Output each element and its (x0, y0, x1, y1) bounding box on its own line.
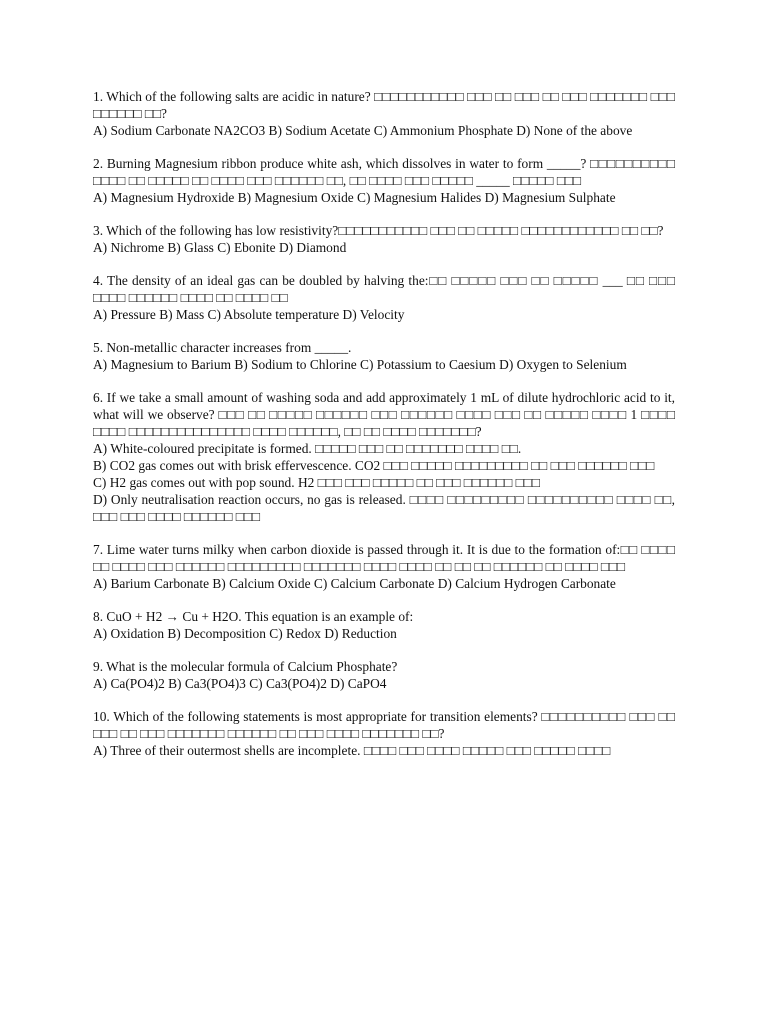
question-5 (93, 339, 675, 373)
question-9 (93, 658, 675, 692)
question-text: 4. The density of an ideal gas can be doubled by halving the:□□ □□□□□ □□□ □□ □□□□□ ___ □□ □□□ □□□□ □□□□□□ □□□□ □□ □□□□ □□ (93, 273, 675, 305)
question-text: 8. CuO + H2 → Cu + H2O. This equation is an example of: (93, 609, 414, 624)
answer-option-d: D) Only neutralisation reaction occurs, no gas is released. □□□□ □□□□□□□□□ □□□□□□□□□□ □□□□ □□, □□□ □□□ □□□□ □□□□□□ □□□ (93, 492, 675, 524)
question-2 (93, 155, 675, 206)
question-8 (93, 608, 675, 642)
answer-options: A) Ca(PO4)2 B) Ca3(PO4)3 C) Ca3(PO4)2 D) CaPO4 (93, 676, 387, 691)
question-7 (93, 541, 675, 592)
question-text: 1. Which of the following salts are acidic in nature? □□□□□□□□□□□ □□□ □□ □□□ □□ □□□ □□□□□□□ □□□ □□□□□□ □□? (93, 89, 675, 121)
answer-options: A) Magnesium to Barium B) Sodium to Chlorine C) Potassium to Caesium D) Oxygen to Selenium (93, 357, 627, 372)
question-1 (93, 88, 675, 139)
answer-options: A) Oxidation B) Decomposition C) Redox D) Reduction (93, 626, 397, 641)
question-text: 5. Non-metallic character increases from _____. (93, 340, 352, 355)
answer-options: A) Magnesium Hydroxide B) Magnesium Oxide C) Magnesium Halides D) Magnesium Sulphate (93, 190, 616, 205)
question-text: 2. Burning Magnesium ribbon produce white ash, which dissolves in water to form _____? □□□□□□□□□□ □□□□ □□ □□□□□ □□ □□□□ □□□ □□□□□□ □□, □□ □□□□ □□□ □□□□□ _____ □□□□□ □□□ (93, 156, 675, 188)
answer-options: A) Nichrome B) Glass C) Ebonite D) Diamond (93, 240, 347, 255)
question-text: 9. What is the molecular formula of Calcium Phosphate? (93, 659, 398, 674)
answer-option-a: A) White-coloured precipitate is formed. □□□□□ □□□ □□ □□□□□□□ □□□□ □□. (93, 441, 522, 456)
question-3 (93, 222, 675, 256)
answer-options: A) Sodium Carbonate NA2CO3 B) Sodium Acetate C) Ammonium Phosphate D) None of the above (93, 123, 633, 138)
question-10 (93, 708, 675, 759)
question-4 (93, 272, 675, 323)
question-text: 7. Lime water turns milky when carbon dioxide is passed through it. It is due to the formation of:□□ □□□□ □□ □□□□ □□□ □□□□□□ □□□□□□□□□ □□□□□□□ □□□□ □□□□ □□ □□ □□ □□□□□□ □□ □□□□ □□□ (93, 542, 675, 574)
answer-option-c: C) H2 gas comes out with pop sound. H2 □□□ □□□ □□□□□ □□ □□□ □□□□□□ □□□ (93, 475, 540, 490)
question-6 (93, 389, 675, 525)
question-sheet (93, 88, 675, 775)
answer-option-b: B) CO2 gas comes out with brisk effervescence. CO2 □□□ □□□□□ □□□□□□□□□ □□ □□□ □□□□□□ □□□ (93, 458, 655, 473)
question-text: 10. Which of the following statements is most appropriate for transition elements? □□□□□□□□□□ □□□ □□ □□□ □□ □□□ □□□□□□□ □□□□□□ □□ □□□ □□□□ □□□□□□□ □□? (93, 709, 675, 741)
answer-options: A) Barium Carbonate B) Calcium Oxide C) Calcium Carbonate D) Calcium Hydrogen Carbonate (93, 576, 616, 591)
question-text: 6. If we take a small amount of washing soda and add approximately 1 mL of dilute hydrochloric acid to it, what will we observe? □□□ □□ □□□□□ □□□□□□ □□□ □□□□□□ □□□□ □□□ □□ □□□□□ □□□□ 1 □□□□ □□□□ □□□□□□□□□□□□□□□ □□□□ □□□□□□, □□ □□ □□□□ □□□□□□□? (93, 390, 675, 439)
answer-option-a: A) Three of their outermost shells are incomplete. □□□□ □□□ □□□□ □□□□□ □□□ □□□□□ □□□□ (93, 743, 611, 758)
answer-options: A) Pressure B) Mass C) Absolute temperature D) Velocity (93, 307, 405, 322)
question-text: 3. Which of the following has low resistivity?□□□□□□□□□□□ □□□ □□ □□□□□ □□□□□□□□□□□□ □□ □□? (93, 223, 664, 238)
